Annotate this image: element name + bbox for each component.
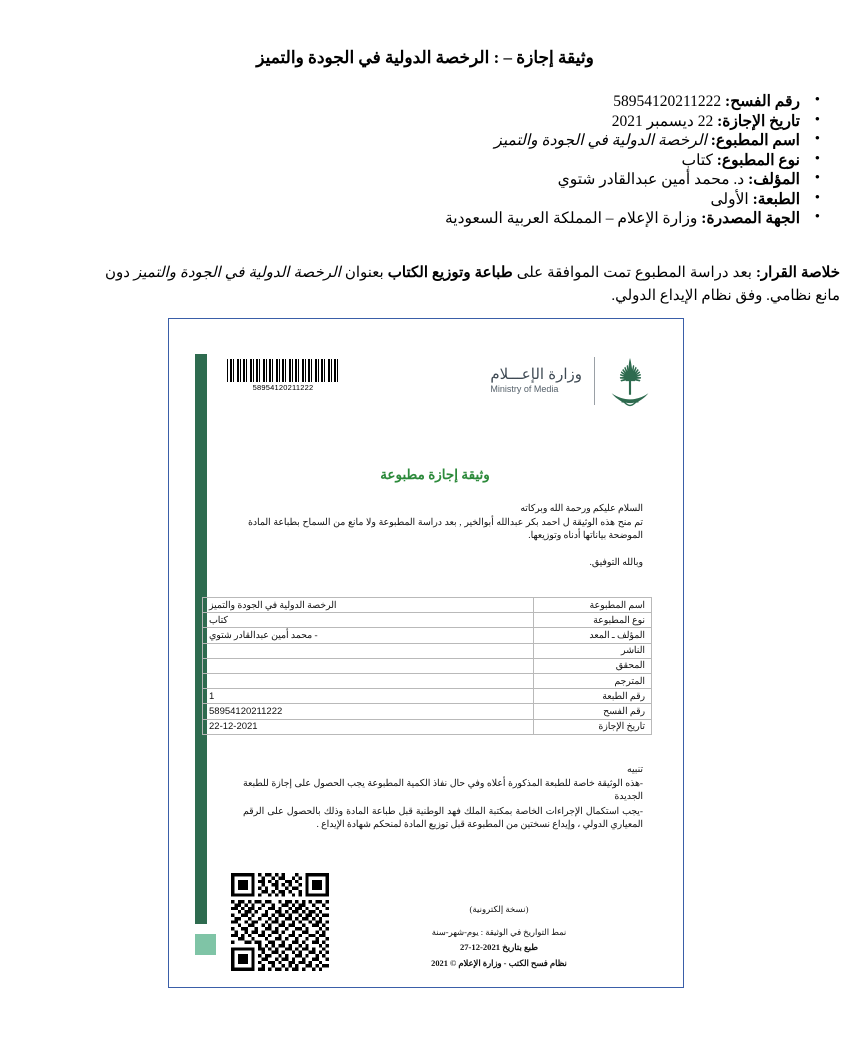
list-item [22,190,822,210]
row-value [203,673,534,688]
decision-part2: بعنوان [340,265,388,281]
meta-value: د. محمد أمين عبدالقادر شتوي [557,171,745,188]
row-value [203,643,534,658]
certificate-heading: وثيقة إجازة مطبوعة [380,467,490,482]
row-value: - محمد أمين عبدالقادر شتوي [203,628,534,643]
table-row [203,598,652,613]
barcode [227,359,339,392]
meta-value: 22 ديسمبر 2021 [611,112,714,130]
list-item [22,209,822,229]
saudi-emblem-icon [607,355,653,407]
meta-label: رقم الفسح: [725,93,800,110]
row-key: المحقق [534,658,652,673]
print-date: طبع بتاريخ 2021-12-27 [459,942,539,952]
table-row [203,658,652,673]
certificate-footer [349,904,649,968]
grant-paragraph: تم منح هذه الوثيقة ل احمد بكر عبدالله أبوالخير , بعد دراسة المطبوعة ولا مانع من السماح بطباعة المادة الموضحة بياناتها أدناه وتوزيعها. [248,517,643,541]
decision-part3: دون مانع نظامي. وفق نظام الإيداع الدولي. [105,265,840,304]
greeting-line: السلام عليكم ورحمة الله وبركاته [520,504,643,514]
decision-summary [105,262,840,308]
decision-bold-action: طباعة وتوزيع الكتاب [387,265,513,281]
meta-value: وزارة الإعلام – المملكة العربية السعودية [444,210,698,227]
list-item [22,170,822,190]
date-format-note: نمط التواريخ في الوثيقة : يوم-شهر-سنة [431,928,567,937]
row-key: تاريخ الإجازة [534,719,652,734]
publication-details-table [202,597,652,735]
meta-label: تاريخ الإجازة: [717,112,800,130]
publication-meta-list [22,92,822,229]
certificate-body [248,503,643,570]
row-value [203,658,534,673]
notice-section [243,764,643,832]
notice-item-2: -يجب استكمال الإجراءات الخاصة بمكتبة الملك فهد الوطنية قبل طباعة المادة وذلك بالحصول على الرقم المعياري الدولي ، وإيداع نسختين من المطبوعة قبل توزيع المادة لمنحكم شهادة الإيداع . [243,806,643,830]
decision-title-italic: الرخصة الدولية في الجودة والتميز [133,265,341,281]
table-row [203,613,652,628]
meta-label: الطبعة: [752,190,800,208]
table-row [203,628,652,643]
row-key: المترجم [534,673,652,688]
list-item [22,131,822,151]
meta-value: 58954120211222 [613,93,722,110]
list-item [22,151,822,171]
row-key: رقم الفسح [534,704,652,719]
ministry-logo [490,355,653,407]
row-value: 22-12-2021 [203,719,534,734]
row-value: 58954120211222 [203,704,534,719]
meta-label: الجهة المصدرة: [701,210,800,227]
row-key: اسم المطبوعة [534,598,652,613]
decision-label: خلاصة القرار: [755,265,840,281]
logo-text [490,366,582,396]
row-key: المؤلف ـ المعد [534,628,652,643]
certificate-card [168,318,684,988]
table-row [203,673,652,688]
meta-label: اسم المطبوع: [710,132,800,149]
table-row [203,704,652,719]
barcode-bars-icon [227,359,339,382]
meta-label: نوع المطبوع: [716,151,800,169]
notice-item-1: -هذه الوثيقة خاصة للطبعة المذكورة أعلاه وفي حال نفاذ الكمية المطبوعة يجب الحصول على إجازة للطبعة الجديدة [243,779,643,803]
logo-arabic-name: وزارة الإعـــلام [490,366,582,383]
meta-value: كتاب [681,151,713,169]
page-title: وثيقة إجازة – : الرخصة الدولية في الجودة والتميز [256,48,594,67]
meta-label: المؤلف: [748,171,800,188]
table-row [203,643,652,658]
table-row [203,719,652,734]
row-key: رقم الطبعة [534,689,652,704]
row-value: الرخصة الدولية في الجودة والتميز [203,598,534,613]
barcode-number: 58954120211222 [252,383,314,392]
row-value: 1 [203,689,534,704]
table-row [203,689,652,704]
row-value: كتاب [203,613,534,628]
system-copyright: نظام فسح الكتب - وزارة الإعلام © 2021 [431,959,567,968]
meta-value: الرخصة الدولية في الجودة والتميز [494,132,707,149]
green-accent-chip [195,934,216,955]
closing-line: وبالله التوفيق. [589,557,643,568]
logo-english-name: Ministry of Media [490,384,559,394]
row-key: الناشر [534,643,652,658]
meta-value: الأولى [710,190,749,208]
list-item [22,112,822,132]
row-key: نوع المطبوعة [534,613,652,628]
qr-code[interactable] [231,873,329,971]
electronic-copy-label: (نسخة إلكترونية) [469,904,529,914]
logo-divider [594,357,595,405]
decision-part1: بعد دراسة المطبوع تمت الموافقة على [512,265,756,281]
list-item [22,92,822,112]
notice-title: تنبيه [627,765,643,775]
